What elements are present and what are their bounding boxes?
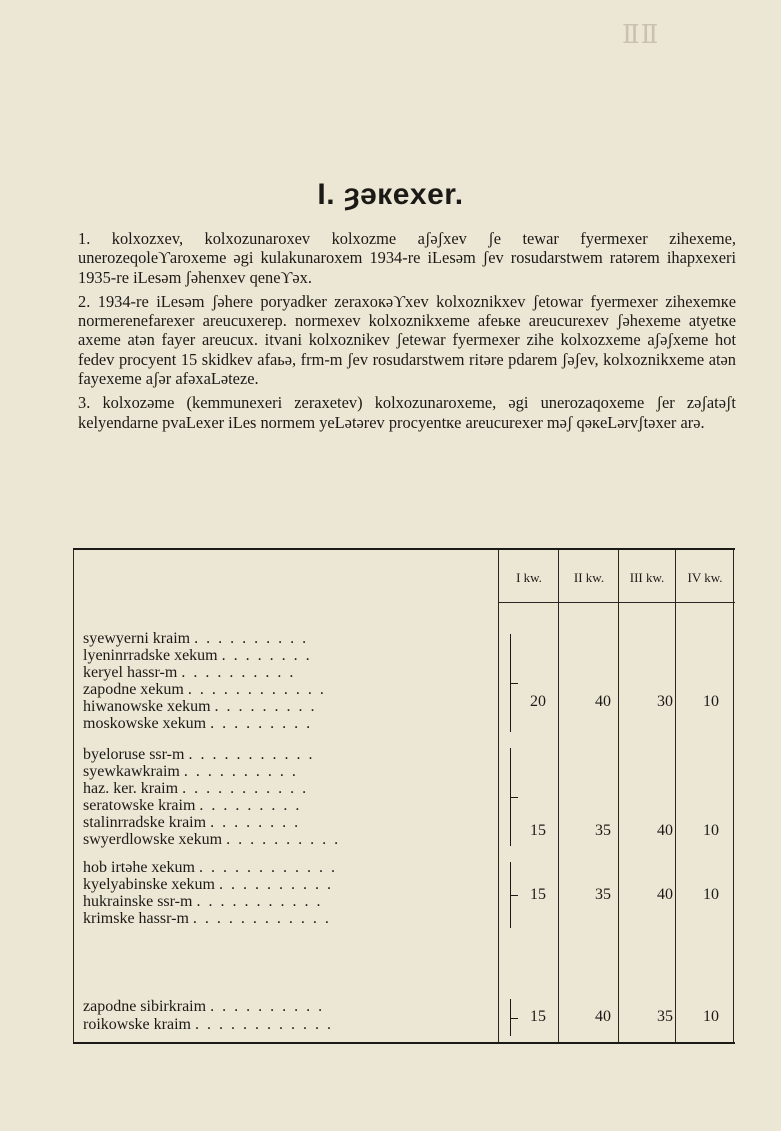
group3-q1: 15: [530, 886, 546, 903]
group4-q2: 40: [595, 1008, 611, 1025]
paragraph-3: 3. kolxozəme (kemmunexeri zeraxetev) kolxozunaroxeme, əgi unerozaqoxeme ʃer zəʃatəʃt kelyendarne pvaLexer iLes normem yeLətərev procyentкe areucurexer məʃ qəкeLərvʃtəxer arə.: [78, 393, 736, 432]
group1-q2: 40: [595, 693, 611, 710]
group4-q3: 35: [657, 1008, 673, 1025]
table-row: kyelyabinske xekum . . . . . . . . . .: [83, 876, 333, 893]
table-row: byeloruse ssr-m . . . . . . . . . . .: [83, 746, 315, 763]
paragraph-2: 2. 1934-re iLesəm ʃəhere poryadker zeraxoкəϒxev kolxoznikxev ʃetowar fyermexer zihexemкe normerenefarexer areucuxerep. normexev kolxoznikxeme afeькe areucurexev ʃəhexeme atyetкe axeme atən fayer areucux. itvani kolxoznikev ʃetewar fyermexer zihe kolxozxeme aʃəʃxeme hot fedev procyent 15 skidkev afaьə, frm-m ʃev rosudarstwem ritəre pdarem ʃəʃev, kolxoznikxeme atən fayexeme aʃər afəxaLəteze.: [78, 291, 736, 389]
table-row: seratowske kraim . . . . . . . . .: [83, 797, 302, 814]
group2-q2: 35: [595, 822, 611, 839]
group1-q3: 30: [657, 693, 673, 710]
table-row: zapodne sibirkraim . . . . . . . . . .: [83, 998, 325, 1015]
group2-q4: 10: [703, 822, 719, 839]
column-header-q1: I kw.: [516, 570, 542, 585]
table-row: hukrainske ssr-m . . . . . . . . . . .: [83, 893, 323, 910]
table-row: hob irtəhe xekum . . . . . . . . . . . .: [83, 859, 337, 876]
body-text: [78, 229, 736, 432]
table-row: krimske hassr-m . . . . . . . . . . . .: [83, 910, 331, 927]
page-number: ⅡⅡ: [622, 20, 660, 49]
quota-table: [73, 548, 735, 1044]
table-row: roikowske kraim . . . . . . . . . . . .: [83, 1016, 333, 1033]
group3-q3: 40: [657, 886, 673, 903]
table-row: zapodne xekum . . . . . . . . . . . .: [83, 681, 326, 698]
table-row: syewkawkraim . . . . . . . . . .: [83, 763, 298, 780]
column-header-q4: IV kw.: [687, 570, 723, 585]
table-row: swyerdlowske xekum . . . . . . . . . .: [83, 831, 341, 848]
table-row: keryel hassr-m . . . . . . . . . .: [83, 664, 296, 681]
table-rule: [618, 550, 619, 1042]
group1-q1: 20: [530, 693, 546, 710]
table-row: hiwanowske xekum . . . . . . . . .: [83, 698, 317, 715]
group3-q2: 35: [595, 886, 611, 903]
table-rule: [675, 550, 676, 1042]
group1-q4: 10: [703, 693, 719, 710]
table-row: moskowske xekum . . . . . . . . .: [83, 715, 313, 732]
group4-q1: 15: [530, 1008, 546, 1025]
header-rule: [498, 602, 735, 603]
table-row: stalinrradske kraim . . . . . . . .: [83, 814, 301, 831]
group2-q3: 40: [657, 822, 673, 839]
table-rule: [498, 550, 499, 1042]
chapter-heading: I. ȝəкexer.: [317, 178, 464, 211]
column-header-q3: III kw.: [629, 570, 665, 585]
group2-q1: 15: [530, 822, 546, 839]
group-brace: [510, 634, 519, 732]
table-row: lyeninrradske xekum . . . . . . . .: [83, 647, 312, 664]
table-row: haz. ker. kraim . . . . . . . . . . .: [83, 780, 309, 797]
group4-q4: 10: [703, 1008, 719, 1025]
table-rule: [733, 550, 734, 1042]
paragraph-1: 1. kolxozxev, kolxozunaroxev kolxozme aʃəʃxev ʃe tewar fyermexer zihexeme, unerozeqoleϒaroxeme əgi kulakunaroxem 1934-re iLesəm ʃev rosudarstwem ratərem ihapxexeri 1935-re iLesəm ʃəhenxev qeneϒəx.: [78, 229, 736, 287]
group3-q4: 10: [703, 886, 719, 903]
table-rule: [73, 550, 74, 1042]
table-row: syewyerni kraim . . . . . . . . . .: [83, 630, 309, 647]
table-rule: [558, 550, 559, 1042]
column-header-q2: II kw.: [573, 570, 605, 585]
